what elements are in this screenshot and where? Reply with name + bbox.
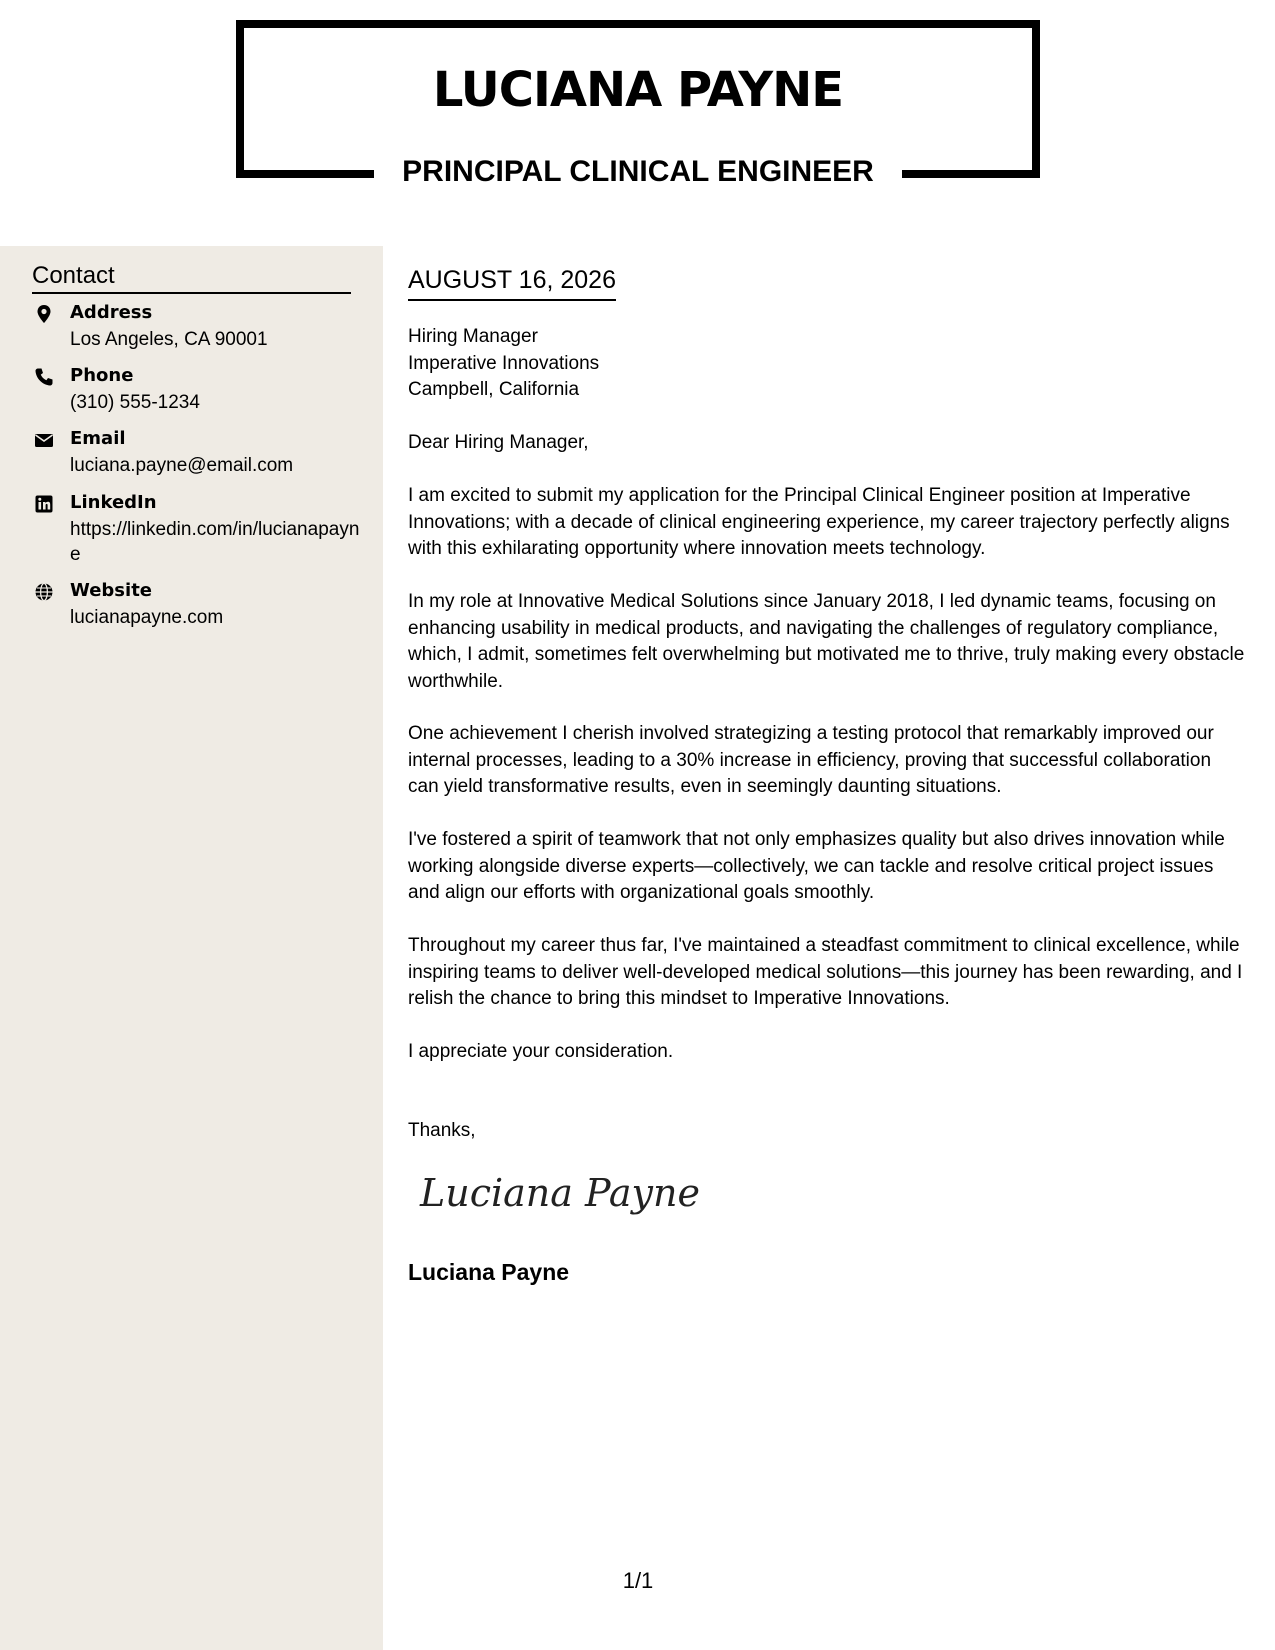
salutation: Dear Hiring Manager, — [408, 432, 589, 453]
recipient-line: Imperative Innovations — [408, 352, 600, 374]
header — [0, 0, 1275, 246]
body-paragraph: In my role at Innovative Medical Solutions since January 2018, I led dynamic teams, focusing on enhancing usability in medical products, and navigating the challenges of regulatory compliance, which, I admit, sometimes felt overwhelming but motivated me to thrive, truly making every obstacle worthwhile. — [408, 591, 1245, 692]
page-number: 1/1 — [622, 1568, 654, 1593]
website-value[interactable]: lucianapayne.com — [70, 607, 224, 628]
email-label: Email — [70, 428, 126, 449]
contact-heading: Contact — [32, 262, 351, 294]
contact-sidebar — [0, 246, 383, 1650]
signer-name: Luciana Payne — [408, 1259, 570, 1285]
body-paragraph: I am excited to submit my application for the Principal Clinical Engineer position at Imperative Innovations; with a decade of clinical engineering experience, my career trajectory perfectly aligns with this exhilarating opportunity where innovation meets technology. — [408, 485, 1230, 559]
frame-top-border — [236, 20, 1040, 28]
frame-bottom-left-border — [236, 170, 374, 178]
body-paragraph: I've fostered a spirit of teamwork that not only emphasizes quality but also drives innovation while working alongside diverse experts—collectively, we can tackle and resolve critical project issues and align our efforts with organizational goals smoothly. — [408, 829, 1225, 903]
recipient-line: Campbell, California — [408, 379, 580, 400]
recipient-block — [408, 324, 1248, 404]
address-value: Los Angeles, CA 90001 — [70, 329, 268, 350]
phone-value: (310) 555-1234 — [70, 392, 200, 413]
letter-date: AUGUST 16, 2026 — [408, 266, 616, 301]
address-label: Address — [70, 302, 153, 323]
map-pin-icon — [34, 304, 54, 324]
body-paragraph: Throughout my career thus far, I've maintained a steadfast commitment to clinical excellence, while inspiring teams to deliver well-developed medical solutions—this journey has been rewarding, and I relish the chance to bring this mindset to Imperative Innovations. — [408, 935, 1243, 1009]
phone-label: Phone — [70, 365, 134, 386]
frame-bottom-right-border — [902, 170, 1040, 178]
body-paragraph: I appreciate your consideration. — [408, 1041, 674, 1062]
email-value[interactable]: luciana.payne@email.com — [70, 455, 294, 476]
body-paragraph: One achievement I cherish involved strategizing a testing protocol that remarkably improved our internal processes, leading to a 30% increase in efficiency, proving that successful collaboration can yield transformative results, even in seemingly daunting situations. — [408, 723, 1214, 797]
linkedin-value[interactable]: https://linkedin.com/in/lucianapayne — [70, 519, 360, 565]
job-title: PRINCIPAL CLINICAL ENGINEER — [402, 155, 874, 188]
recipient-line: Hiring Manager — [408, 326, 538, 347]
handwritten-signature: Luciana Payne — [420, 1171, 700, 1215]
phone-icon — [34, 367, 54, 387]
website-label: Website — [70, 580, 153, 601]
linkedin-icon — [34, 494, 54, 514]
linkedin-label: LinkedIn — [70, 492, 157, 513]
globe-icon — [34, 582, 54, 602]
closing: Thanks, — [408, 1120, 476, 1141]
envelope-icon — [34, 430, 54, 450]
applicant-name: LUCIANA PAYNE — [432, 62, 844, 118]
